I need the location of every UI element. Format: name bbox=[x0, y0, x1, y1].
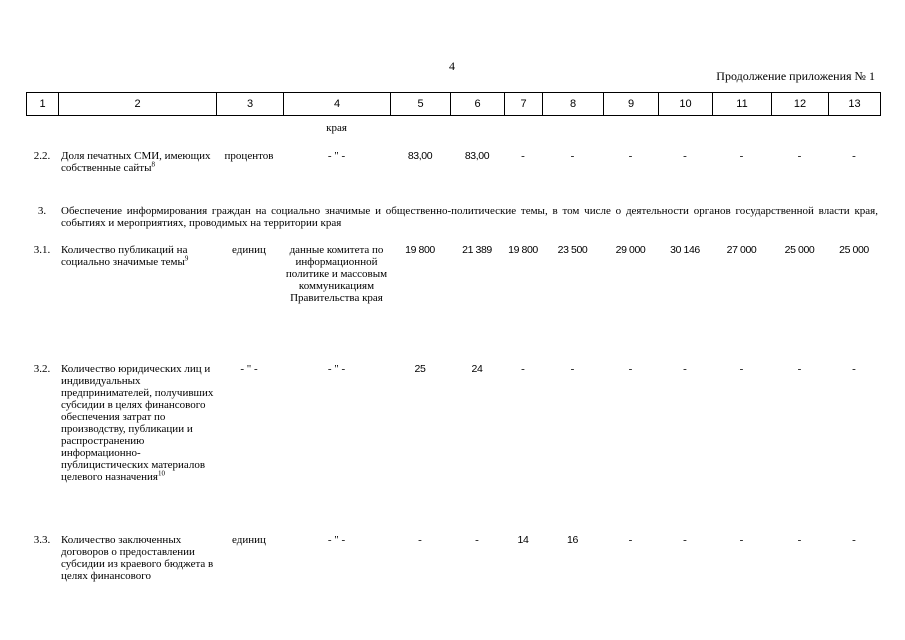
indicator-name: Количество публикаций на социально значимые темы$^9$ bbox=[61, 244, 189, 268]
column-header-10: 10 bbox=[659, 93, 713, 116]
section-title: Обеспечение информирования граждан на социально значимые и общественно-политические темы, в том числе о деятельности органов государственной власти края, событиях и мероприятиях, проводимых на территории края bbox=[61, 205, 878, 229]
unit-of-measure: процентов bbox=[224, 150, 274, 162]
row-number: 2.2. bbox=[33, 150, 51, 162]
data-source: - " - bbox=[327, 363, 346, 375]
value-col-9: - bbox=[628, 534, 633, 546]
value-col-7: - bbox=[521, 150, 525, 162]
row-number: 3.2. bbox=[33, 363, 51, 375]
value-col-8: 16 bbox=[567, 534, 578, 546]
value-col-9: - bbox=[628, 363, 633, 375]
value-col-5: 19 800 bbox=[405, 244, 435, 256]
column-header-3: 3 bbox=[217, 93, 284, 116]
data-source: - " - bbox=[327, 150, 346, 162]
indicator-name: Количество заключенных договоров о предоставлении субсидии из краевого бюджета в целях финансового bbox=[61, 534, 214, 582]
continuation-text: края bbox=[326, 122, 347, 134]
row-number: 3.1. bbox=[33, 244, 51, 256]
column-header-7: 7 bbox=[505, 93, 543, 116]
column-numbers-header bbox=[26, 92, 881, 116]
column-header-6: 6 bbox=[451, 93, 505, 116]
data-source: данные комитета по информационной политике и массовым коммуникациям Правительства края bbox=[285, 244, 388, 304]
value-col-7: 19 800 bbox=[508, 244, 538, 256]
value-col-13: - bbox=[852, 534, 856, 546]
row-number: 3.3. bbox=[33, 534, 51, 546]
footnote-ref: 8 bbox=[151, 160, 155, 169]
value-col-12: - bbox=[797, 150, 802, 162]
section-number: 3. bbox=[37, 205, 47, 217]
value-col-11: - bbox=[739, 150, 744, 162]
value-col-6: 83,00 bbox=[464, 150, 490, 162]
value-col-6: 24 bbox=[471, 363, 483, 375]
value-col-10: 30 146 bbox=[670, 244, 700, 256]
value-col-6: - bbox=[475, 534, 479, 546]
unit-of-measure: единиц bbox=[232, 534, 266, 546]
value-col-7: 14 bbox=[517, 534, 529, 546]
column-header-8: 8 bbox=[543, 93, 604, 116]
value-col-10: - bbox=[683, 363, 687, 375]
value-col-6: 21 389 bbox=[462, 244, 492, 256]
value-col-7: - bbox=[521, 363, 525, 375]
appendix-note: Продолжение приложения № 1 bbox=[716, 69, 875, 83]
value-col-9: - bbox=[628, 150, 633, 162]
value-col-5: 25 bbox=[414, 363, 426, 375]
value-col-5: 83,00 bbox=[407, 150, 433, 162]
value-col-13: 25 000 bbox=[839, 244, 869, 256]
unit-of-measure: - " - bbox=[240, 363, 258, 375]
column-header-4: 4 bbox=[284, 93, 391, 116]
value-col-11: 27 000 bbox=[726, 244, 757, 256]
value-col-12: - bbox=[797, 363, 802, 375]
column-header-5: 5 bbox=[391, 93, 451, 116]
indicator-name: Доля печатных СМИ, имеющих собственные сайты$^8$ bbox=[61, 150, 211, 174]
column-header-2: 2 bbox=[59, 93, 217, 116]
value-col-11: - bbox=[739, 534, 744, 546]
value-col-13: - bbox=[852, 363, 856, 375]
value-col-12: 25 000 bbox=[784, 244, 815, 256]
column-header-13: 13 bbox=[829, 93, 881, 116]
page-number: 4 bbox=[449, 59, 455, 73]
footnote-ref: 10 bbox=[157, 469, 165, 478]
value-col-12: - bbox=[797, 534, 802, 546]
column-header-12: 12 bbox=[772, 93, 829, 116]
column-header-9: 9 bbox=[604, 93, 659, 116]
indicator-name: Количество юридических лиц и индивидуальных предпринимателей, получивших субсидии в целях финансового обеспечения затрат по производству, публикации и распространению информационно-публицистических материалов целевого назначения$^{10}$ bbox=[61, 363, 214, 483]
footnote-ref: 9 bbox=[184, 254, 189, 263]
data-source: - " - bbox=[327, 534, 346, 546]
value-col-5: - bbox=[418, 534, 422, 546]
value-col-10: - bbox=[683, 534, 687, 546]
value-col-8: 23 500 bbox=[557, 244, 588, 256]
column-header-11: 11 bbox=[713, 93, 772, 116]
value-col-11: - bbox=[739, 363, 744, 375]
unit-of-measure: единиц bbox=[232, 244, 266, 256]
value-col-8: - bbox=[570, 363, 575, 375]
value-col-9: 29 000 bbox=[615, 244, 646, 256]
column-header-1: 1 bbox=[27, 93, 59, 116]
value-col-13: - bbox=[852, 150, 856, 162]
value-col-8: - bbox=[570, 150, 575, 162]
value-col-10: - bbox=[683, 150, 687, 162]
